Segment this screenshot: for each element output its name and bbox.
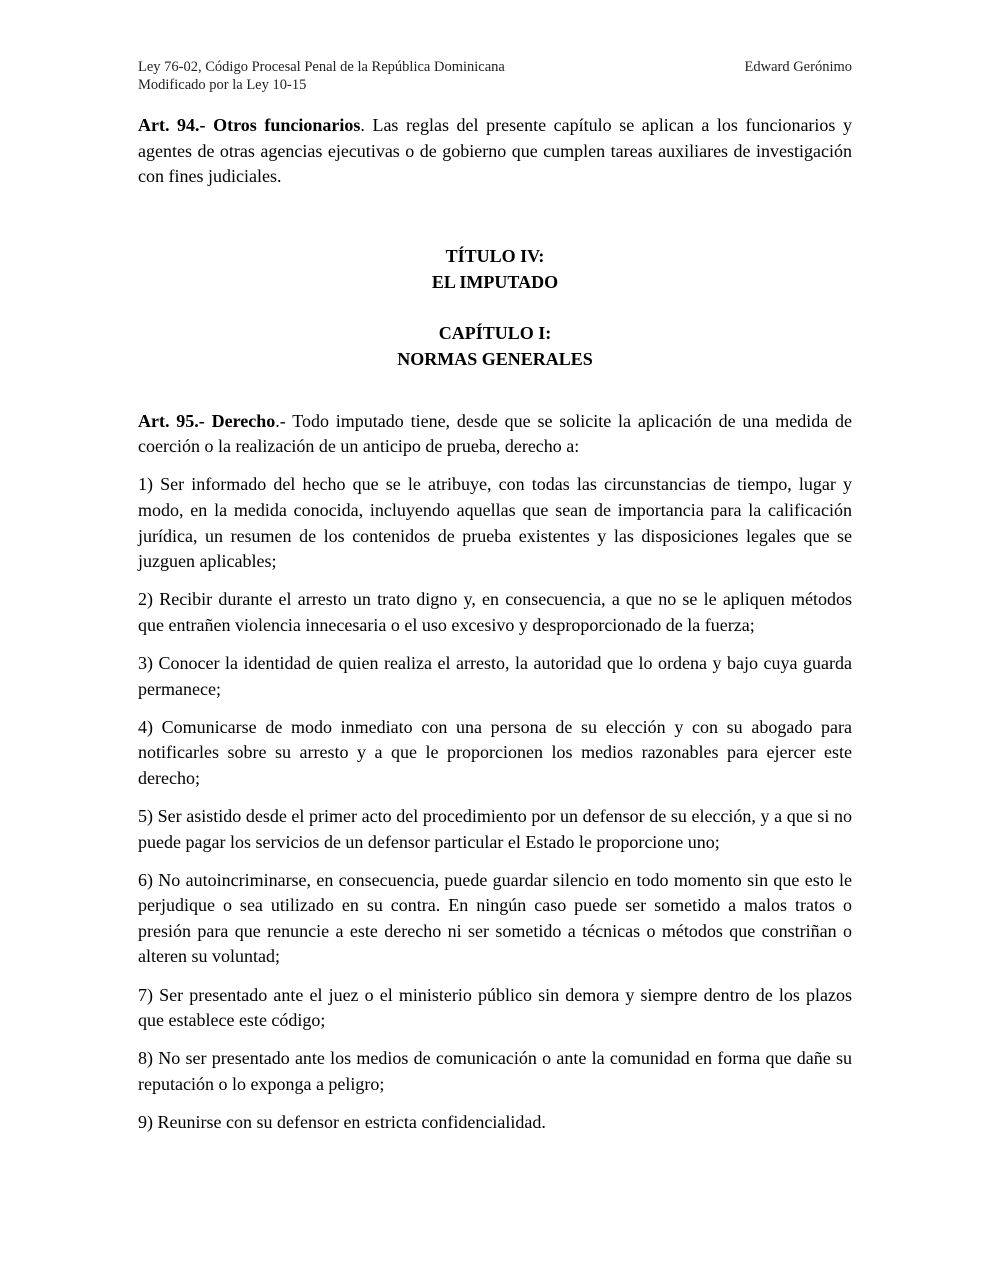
article-94-label: Art. 94.- Otros funcionarios [138, 115, 361, 135]
chapter-heading [138, 320, 852, 372]
header-law-title: Ley 76-02, Código Procesal Penal de la República Dominicana [138, 59, 505, 75]
header-modification-note: Modificado por la Ley 10-15 [138, 77, 307, 93]
list-item: 9) Reunirse con su defensor en estricta confidencialidad. [138, 1111, 546, 1132]
article-95 [138, 409, 852, 460]
list-item: 1) Ser informado del hecho que se le atribuye, con todas las circunstancias de tiempo, lugar y modo, en la medida conocida, incluyendo aquellas que sean de importancia para la calificación jurídica, un resumen de los contenidos de prueba existentes y las disposiciones legales que se juzguen aplicables; [138, 474, 852, 572]
list-item: 2) Recibir durante el arresto un trato digno y, en consecuencia, a que no se le apliquen métodos que entrañen violencia innecesaria o el uso excesivo y desproporcionado de la fuerza; [138, 589, 852, 635]
list-item: 3) Conocer la identidad de quien realiza el arresto, la autoridad que lo ordena y bajo cuya guarda permanece; [138, 653, 852, 699]
chapter-number: CAPÍTULO I: [438, 322, 552, 343]
article-95-label: Art. 95.- Derecho [138, 410, 276, 431]
article-94 [138, 113, 852, 190]
page-header [138, 58, 852, 94]
title-heading [138, 243, 852, 295]
list-item: 5) Ser asistido desde el primer acto del procedimiento por un defensor de su elección, y a que si no puede pagar los servicios de un defensor particular el Estado le proporcione uno; [138, 806, 852, 852]
title-number: TÍTULO IV: [445, 245, 545, 266]
list-item: 6) No autoincriminarse, en consecuencia, puede guardar silencio en todo momento sin que esto le perjudique o sea utilizado en su contra. En ningún caso puede ser sometido a malos tratos o presión para que renuncie a este derecho ni ser sometido a técnicas o métodos que constriñan o alteren su voluntad; [138, 869, 852, 967]
list-item: 7) Ser presentado ante el juez o el ministerio público sin demora y siempre dentro de los plazos que establece este código; [138, 984, 852, 1031]
header-author: Edward Gerónimo [744, 59, 852, 75]
title-name: EL IMPUTADO [431, 271, 559, 292]
article-94-text: . Las reglas del presente capítulo se aplican a los funcionarios y agentes de otras agencias ejecutivas o de gobierno que cumplen tareas auxiliares de investigación con fines judiciales. [138, 115, 853, 187]
chapter-name: NORMAS GENERALES [397, 348, 593, 369]
article-95-text: .- Todo imputado tiene, desde que se solicite la aplicación de una medida de coerción o la realización de un anticipo de prueba, derecho a: [138, 410, 853, 457]
document-page [138, 58, 852, 1136]
list-item: 4) Comunicarse de modo inmediato con una persona de su elección y con su abogado para notificarles sobre su arresto y a que le proporcionen los medios razonables para ejercer este derecho; [138, 716, 852, 788]
list-item: 8) No ser presentado ante los medios de comunicación o ante la comunidad en forma que dañe su reputación o lo exponga a peligro; [138, 1048, 852, 1094]
